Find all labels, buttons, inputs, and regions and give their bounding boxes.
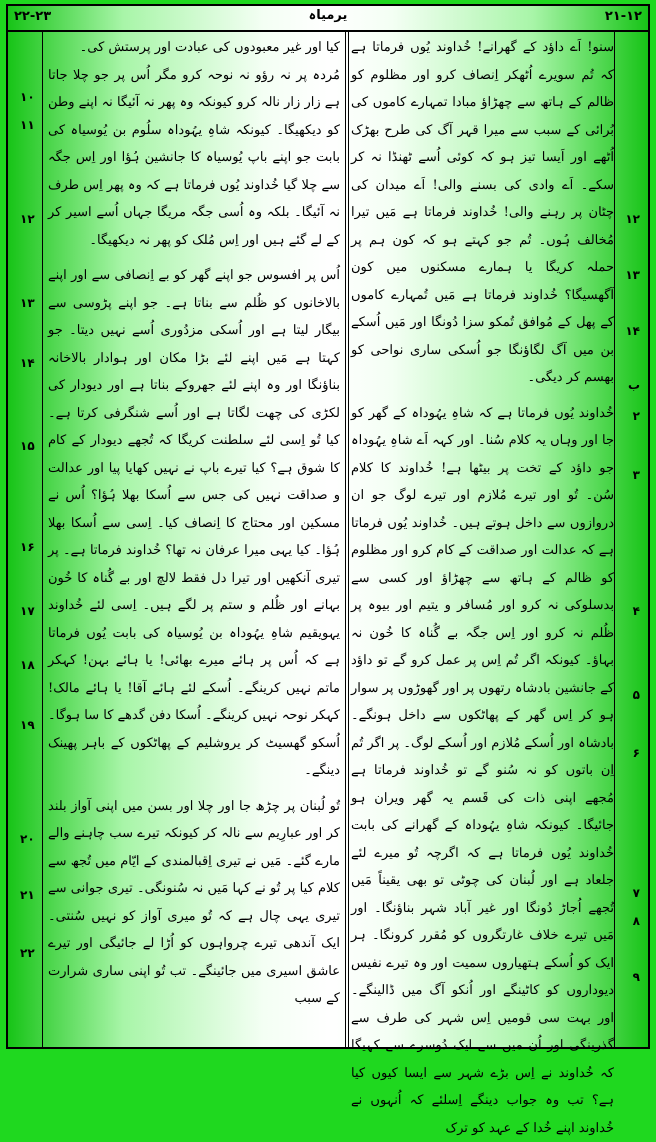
column-rule-center-b (348, 30, 349, 1047)
verse-number: ۵ (633, 688, 640, 702)
book-title: یرمیاہ (8, 8, 648, 23)
verse-number: ۷ (633, 886, 640, 900)
verse-number: ۲ (633, 409, 640, 423)
column-rule-left (42, 30, 43, 1047)
page-header (8, 6, 648, 32)
verse-number: ۲۰ (20, 832, 35, 846)
column-rule-right (614, 30, 615, 1047)
verse-number: ۱۴ (20, 356, 35, 370)
chapter-marker: ب (628, 378, 640, 392)
paragraph: تُو لُبنان پر چڑھ جا اور چلا اور بسن میں اپنی آواز بلند کر اور عبارِیم سے نالہ کر کیونکہ تیرے سب چاہنے والے مارے گئے۔ مَیں نے تیری اِقبالمندی کے ایّام میں تُجھ سے کلام کیا پر تُو نے کہا مَیں نہ سُنونگی۔ تیری جوانی سے تیری یہی چال ہے کہ تُو میری آواز کو نہیں سُنتی۔ ایک آندھی تیرے چرواہوں کو اُڑا لے جائیگی اور تیرے عاشق اسیری میں جائینگے۔ تب تُو اپنی ساری شرارت کے سبب (48, 793, 340, 1013)
verse-number: ۱۳ (625, 268, 640, 282)
verse-number: ۱۳ (20, 296, 35, 310)
verse-number: ۹ (633, 970, 640, 984)
verse-number: ۱۴ (625, 324, 640, 338)
chapter-range-right: ۲۱-۱۲ (605, 9, 642, 24)
bible-page (6, 4, 650, 1049)
verse-number: ۸ (633, 914, 640, 928)
paragraph: سنو! اَے داؤد کے گھرانے! خُداوند یُوں فرماتا ہے کہ تُم سویرے اُٹھکر اِنصاف کرو اور مظلوم کو ظالم کے ہاتھ سے چھڑاؤ مبادا تمہارے کاموں کی بُرائی کے سبب سے میرا قہر آگ کی طرح بھڑک اُٹھے اور اَیسا تیز ہو کہ کوئی اُسے ٹھنڈا نہ کر سکے۔ اَے وادی کی بسنے والی! اَے میدان کی چٹان پر رہنے والی! خُداوند فرماتا ہے مَیں تیرا مُخالف ہُوں۔ تُم جو کہتے ہو کہ کون ہم پر حملہ کریگا یا ہمارے مسکنوں میں کون آگھسیگا؟ خُداوند فرماتا ہے مَیں تُمہارے کاموں کے پھل کے مُوافق تُمکو سزا دُونگا اور مَیں اُسکے بن میں آگ لگاؤنگا جو اُسکی ساری نواحی کو بھسم کر دیگی۔ (351, 34, 614, 392)
verse-number: ۱۱ (20, 118, 35, 132)
text-column-left (48, 30, 340, 1047)
verse-number: ۱۸ (20, 658, 35, 672)
verse-number: ۱۵ (20, 439, 35, 453)
verse-number: ۱۶ (20, 540, 35, 554)
paragraph: خُداوند یُوں فرماتا ہے کہ شاہِ یہُوداہ کے گھر کو جا اور وہاں یہ کلام سُنا۔ اور کہہ اَے شاہِ یہُوداہ جو داؤد کے تخت پر بیٹھا ہے! خُداوند کا کلام سُن۔ تُو اور تیرے مُلازم اور تیرے لوگ جو ان دروازوں سے داخل ہوتے ہیں۔ خُداوند یُوں فرماتا ہے کہ عدالت اور صداقت کے کام کرو اور مظلوم کو ظالم کے ہاتھ سے چھڑاؤ اور کسی سے بدسلوکی نہ کرو اور مُسافر و یتیم اور بیوہ پر ظُلم نہ کرو اور اِس جگہ بے گُناہ کا خُون نہ بہاؤ۔ کیونکہ اگر تُم اِس پر عمل کرو گے تو داؤد کے جانشین بادشاہ رتھوں پر اور گھوڑوں پر سوار ہو کر اِس گھر کے پھاٹکوں سے داخل ہونگے۔ بادشاہ اور اُسکے مُلازم اور اُسکے لوگ۔ پر اگر تُم اِن باتوں کو نہ سُنو گے تو خُداوند فرماتا ہے مُجھے اپنی ذات کی قَسم یہ گھر ویران ہو جائیگا۔ کیونکہ شاہِ یہُوداہ کے گھرانے کی بابت خُداوند یُوں فرماتا ہے کہ اگرچہ تُو میرے لئے جلعاد ہے اور لُبنان کی چوٹی تو بھی یقیناً مَیں تُجھے اُجاڑ دُونگا اور غیر آباد شہر بناؤنگا۔ اور مَیں تیرے خلاف غارتگروں کو مُقرر کرونگا۔ ہر ایک کو اُسکے ہتھیاروں سمیت اور وہ تیرے نفیس دیوداروں کو کاٹینگے اور اُنکو آگ میں ڈالینگے۔ اور بہت سی قومیں اِس شہر کی طرف سے گذرینگی اور اُن میں سے ایک دُوسرے سے کہیگا کہ خُداوند نے اِس بڑے شہر سے ایسا کیوں کیا ہے؟ تب وہ جواب دینگے اِسلئے کہ اُنہوں نے خُداوند اپنے خُدا کے عہد کو ترک (351, 400, 614, 1142)
verse-number: ۴ (633, 604, 640, 618)
verse-number: ۱۲ (625, 212, 640, 226)
verse-number: ۳ (633, 468, 640, 482)
verse-number: ۱۰ (20, 90, 35, 104)
verse-number: ۱۷ (20, 604, 35, 618)
verse-number: ۲۲ (20, 946, 35, 960)
verse-number: ۲۱ (20, 888, 35, 902)
paragraph: مُردہ پر نہ رؤو نہ نوحہ کرو مگر اُس پر جو چلا جاتا ہے زار زار نالہ کرو کیونکہ وہ پھر نہ آئیگا نہ اپنے وطن کو دیکھیگا۔ کیونکہ شاہِ یہُوداہ سلُوم بن یُوسیاہ کی بابت جو اپنے باپ یُوسیاہ کا جانشین ہُؤا اور اِس جگہ سے چلا گیا خُداوند یُوں فرماتا ہے کہ وہ پھر اِس طرف نہ آئیگا۔ بلکہ وہ اُسی جگہ مریگا جہاں اُسے اسیر کر کے لے گئے ہیں اور اِس مُلک کو پھر نہ دیکھیگا۔ (48, 62, 340, 255)
verse-number: ۱۲ (20, 212, 35, 226)
text-column-right (351, 30, 614, 1047)
paragraph: اُس پر افسوس جو اپنے گھر کو بے اِنصافی سے اور اپنے بالاخانوں کو ظُلم سے بناتا ہے۔ جو اپنے پڑوسی سے بیگار لیتا ہے اور اُسکی مزدُوری اُسے نہیں دیتا۔ جو کہتا ہے مَیں اپنے لئے بڑا مکان اور ہوادار بالاخانہ بناؤنگا اور وہ اپنے لئے جھروکے بناتا ہے اور دیودار کی لکڑی کی چھت لگاتا ہے اور اُسے شنگرفی کرتا ہے۔ کیا تُو اِسی لئے سلطنت کریگا کہ تُجھے دیودار کے کام کا شوق ہے؟ کیا تیرے باپ نے نہیں کھایا پیا اور عدالت و صداقت نہیں کی جس سے اُسکا بھلا ہُؤا؟ اُس نے مسکین اور محتاج کا اِنصاف کیا۔ اِسی سے اُسکا بھلا ہُؤا۔ کیا یہی میرا عرفان نہ تھا؟ خُداوند فرماتا ہے۔ پر تیری آنکھیں اور تیرا دل فقط لالچ اور بے گُناہ کا خُون بہانے اور ظُلم و ستم پر لگے ہیں۔ اِسی لئے خُداوند یہویقیم شاہِ یہُوداہ بن یُوسیاہ کی بابت یُوں فرماتا ہے کہ اُس پر ہائے میرے بھائی! یا ہائے بہن! کہکر ماتم نہیں کرینگے۔ اُسکے لئے ہائے آقا! یا ہائے مالک! کہکر نوحہ نہیں کرینگے۔ اُسکا دفن گدھے کا سا ہوگا۔ اُسکو گھسیٹ کر یروشلیم کے پھاٹکوں کے باہر پھینک دینگے۔ (48, 262, 340, 785)
column-rule-center-a (345, 30, 346, 1047)
verse-number: ۱۹ (20, 718, 35, 732)
paragraph: کیا اور غیر معبودوں کی عبادت اور پرستش کی۔ (48, 34, 340, 62)
chapter-range-left: ۲۲-۲۳ (14, 9, 51, 24)
verse-number: ۶ (633, 746, 640, 760)
